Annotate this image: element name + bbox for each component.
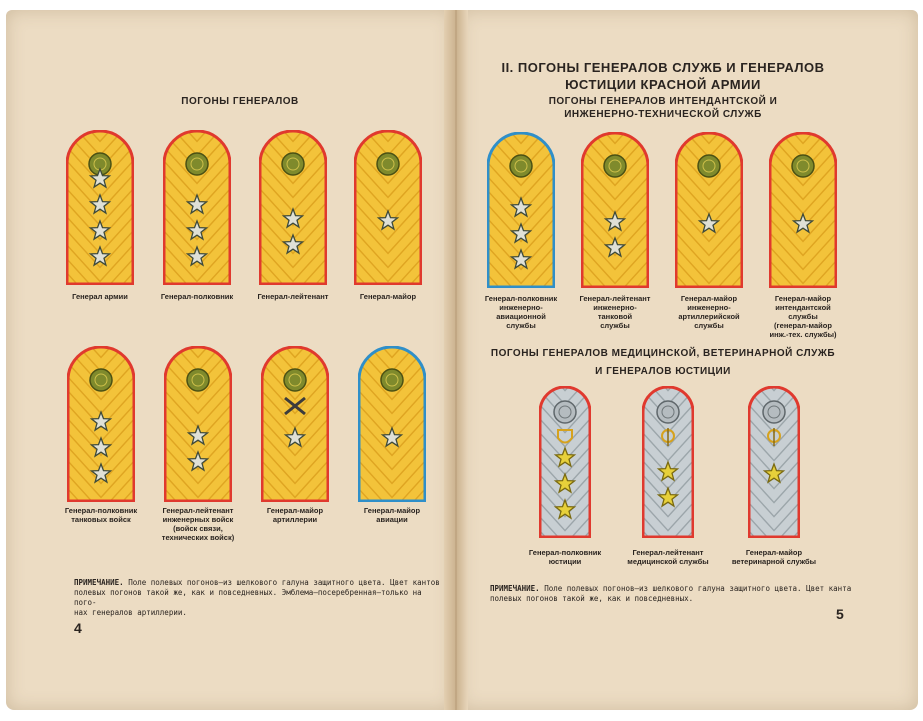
shoulder-board — [487, 132, 555, 288]
right-page-number: 5 — [836, 606, 844, 622]
right-subtitle-line2: ИНЖЕНЕРНО-ТЕХНИЧЕСКОЙ СЛУЖБ — [564, 109, 762, 120]
shoulder-board-caption: Генерал-майор артиллерии — [266, 506, 324, 524]
shoulder-board — [163, 130, 231, 285]
shoulder-board — [748, 386, 800, 538]
shoulder-board-caption: Генерал-лейтенант инженерно- танковой службы — [579, 294, 651, 330]
shoulder-board — [164, 346, 232, 502]
shoulder-board — [675, 132, 743, 288]
left-note-line1: Поле полевых погонов—из шелкового галуна защитного цвета. Цвет кантов — [128, 578, 440, 587]
section2-line1: ПОГОНЫ ГЕНЕРАЛОВ МЕДИЦИНСКОЙ, ВЕТЕРИНАРНОЙ СЛУЖБ — [490, 348, 836, 359]
coat-of-arms-button-icon — [604, 155, 626, 177]
right-note-line2: полевых погонов такой же, как и повседневных. — [490, 594, 694, 603]
right-title-line1: II. ПОГОНЫ ГЕНЕРАЛОВ СЛУЖБ И ГЕНЕРАЛОВ — [501, 60, 825, 75]
shoulder-board-caption: Генерал-майор — [359, 292, 417, 301]
shoulder-board-caption: Генерал-майор ветеринарной службы — [731, 548, 817, 566]
shoulder-board-caption: Генерал-лейтенант инженерных войск (войск связи, технических войск) — [161, 506, 235, 542]
right-note-label: ПРИМЕЧАНИЕ. — [490, 584, 540, 593]
coat-of-arms-button-icon — [763, 401, 785, 423]
shoulder-board-caption: Генерал-майор интендантской службы (генерал-майор инж.-тех. службы) — [769, 294, 837, 339]
shoulder-board — [67, 346, 135, 502]
shoulder-board — [769, 132, 837, 288]
coat-of-arms-button-icon — [698, 155, 720, 177]
shoulder-board-caption: Генерал-лейтенант медицинской службы — [627, 548, 709, 566]
right-note — [490, 584, 900, 604]
shoulder-board-caption: Генерал-майор инженерно- артиллерийской службы — [678, 294, 740, 330]
coat-of-arms-button-icon — [792, 155, 814, 177]
coat-of-arms-button-icon — [554, 401, 576, 423]
section2-line2: И ГЕНЕРАЛОВ ЮСТИЦИИ — [595, 366, 731, 377]
coat-of-arms-button-icon — [657, 401, 679, 423]
coat-of-arms-button-icon — [377, 153, 399, 175]
left-page-title: ПОГОНЫ ГЕНЕРАЛОВ — [181, 96, 299, 107]
coat-of-arms-button-icon — [284, 369, 306, 391]
shoulder-board-caption: Генерал-лейтенант — [257, 292, 329, 301]
right-note-line1: Поле полевых погонов—из шелкового галуна защитного цвета. Цвет канта — [544, 584, 852, 593]
left-note — [74, 578, 444, 618]
left-note-label: ПРИМЕЧАНИЕ. — [74, 578, 124, 587]
coat-of-arms-button-icon — [187, 369, 209, 391]
coat-of-arms-button-icon — [510, 155, 532, 177]
shoulder-board — [354, 130, 422, 285]
shoulder-board — [581, 132, 649, 288]
shoulder-board-caption: Генерал-полковник юстиции — [528, 548, 602, 566]
left-page-number: 4 — [74, 620, 82, 636]
shoulder-board — [539, 386, 591, 538]
right-subtitle-line1: ПОГОНЫ ГЕНЕРАЛОВ ИНТЕНДАНТСКОЙ И — [548, 96, 778, 107]
shoulder-board-caption: Генерал-полковник — [160, 292, 234, 301]
coat-of-arms-button-icon — [90, 369, 112, 391]
shoulder-board-caption: Генерал-майор авиации — [363, 506, 421, 524]
right-title-line2: ЮСТИЦИИ КРАСНОЙ АРМИИ — [565, 77, 761, 92]
coat-of-arms-button-icon — [186, 153, 208, 175]
shoulder-board — [66, 130, 134, 285]
shoulder-board — [642, 386, 694, 538]
left-note-line2: полевых погонов такой же, как и повседневных. Эмблема—посеребренная—только на пого- — [74, 588, 422, 607]
shoulder-board — [358, 346, 426, 502]
coat-of-arms-button-icon — [381, 369, 403, 391]
shoulder-board — [259, 130, 327, 285]
shoulder-board-caption: Генерал армии — [72, 292, 128, 301]
book-gutter — [444, 10, 468, 710]
left-note-line3: нах генералов артиллерии. — [74, 608, 187, 617]
shoulder-board-caption: Генерал-полковник инженерно- авиационной службы — [484, 294, 558, 330]
shoulder-board-caption: Генерал-полковник танковых войск — [64, 506, 138, 524]
shoulder-board — [261, 346, 329, 502]
coat-of-arms-button-icon — [282, 153, 304, 175]
